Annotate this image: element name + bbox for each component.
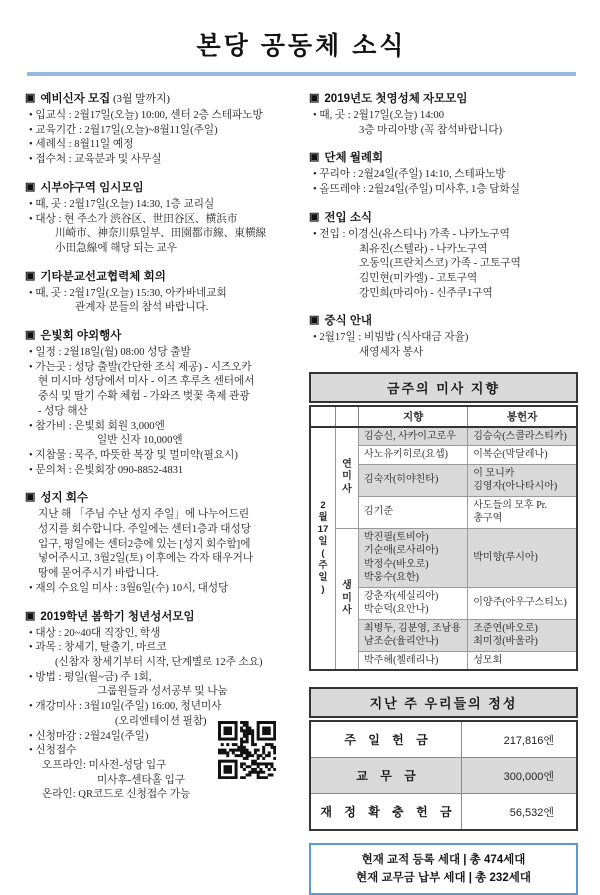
section-marker-icon: ▣	[25, 180, 36, 193]
section-title-text: 은빛회 야외행사	[40, 330, 122, 343]
section-title	[25, 327, 297, 343]
text-line: • 방법 : 평일(월~금) 주 1회,	[25, 671, 297, 686]
text-line: • 대상 : 20~40대 직장인, 학생	[25, 627, 297, 642]
offerings-table	[309, 720, 578, 831]
section-marker-icon: ▣	[309, 151, 320, 164]
section-marker-icon: ▣	[25, 329, 36, 342]
section-group-monthly-meeting	[309, 149, 578, 197]
text-line: 입구, 평일에는 센터2층에 있는 [성지 회수함]에	[38, 538, 251, 550]
section-title-text: 시부야구역 임시모임	[40, 181, 144, 194]
text-line: 그룹원들과 성서공부 및 나눔	[97, 686, 228, 698]
mass-row	[310, 528, 577, 587]
page-title: 본당 공동체 소식	[196, 32, 407, 60]
section-marker-icon: ▣	[25, 609, 36, 622]
text-line: • 교육기간 : 2월17일(오늘)~8월11일(주일)	[25, 124, 297, 139]
text-line: • 대상 : 현 주소가 渋谷区、世田谷区、横浜市	[25, 213, 297, 228]
section-title-text: 기타분교선교협력체 회의	[40, 270, 166, 283]
text-line: • 꾸리아 : 2월24일(주일) 14:10, 스테파노방	[309, 168, 578, 183]
section-title	[309, 209, 578, 225]
text-line: • 재의 수요일 미사 : 3월6일(수) 10시, 대성당	[25, 582, 297, 597]
section-shibuya-district-meeting	[25, 179, 297, 257]
mass-offerer-cell: 이복순(막달레나)	[468, 446, 577, 465]
section-marker-icon: ▣	[25, 92, 36, 104]
mass-group-cell: 생 미 사	[336, 528, 359, 670]
mass-offerer-cell: 김승숙(스콜라스티카)	[468, 427, 577, 446]
text-line: • 때, 곳 : 2월17일(오늘) 14:30, 1층 교리실	[25, 198, 297, 213]
section-title-text: 2019학년 봄학기 청년성서모임	[40, 610, 195, 623]
section-title-suffix: (3월 말까지)	[110, 93, 170, 105]
section-title-text: 예비신자 모집	[40, 93, 111, 105]
offering-label: 주 일 헌 금	[310, 721, 462, 758]
text-line: (신참자 창세기부터 시작, 단계별로 12주 소요)	[55, 656, 263, 668]
text-line: 현 미시마 성당에서 미사 - 이즈 후루츠 센터에서	[38, 376, 255, 388]
mass-intention-cell: 박진필(토비아) 기순애(로사리아) 박정수(바오로) 박웅수(요한)	[359, 528, 468, 587]
mass-header-row	[310, 406, 577, 427]
text-line: 중식 및 딸기 수확 체험 - 가와즈 벚꽃 축제 관광	[38, 391, 250, 403]
col-header-offerer: 봉헌자	[468, 406, 577, 427]
header-blank-date	[310, 406, 336, 427]
mass-offerer-cell: 이 모니카 김영자(아나타시아)	[468, 464, 577, 496]
section-title-text: 중식 안내	[324, 315, 373, 328]
offering-amount: 56,532엔	[462, 794, 578, 831]
text-line: • 입교식 : 2월17일(오늘) 10:00, 센터 2층 스테파노방	[25, 109, 297, 124]
section-title	[309, 149, 578, 165]
offering-amount: 300,000엔	[462, 758, 578, 794]
offerings-block	[309, 687, 578, 831]
mass-intention-cell: 김기준	[359, 496, 468, 528]
mass-date-cell: 2 월 17 일 ( 주 일 )	[310, 427, 336, 671]
right-column	[309, 90, 578, 895]
title-divider	[27, 72, 576, 76]
text-line: 오프라인: 미사전-성당 입구	[42, 759, 167, 771]
section-title	[25, 608, 297, 624]
mass-intentions-block	[309, 372, 578, 672]
col-header-intention: 지향	[359, 406, 468, 427]
section-title	[25, 90, 297, 106]
text-line: • 가는곳 : 성당 출발(간단한 조식 제공) - 시즈오카	[25, 361, 297, 376]
text-line: 川崎市、神奈川県일부、田園都市線、東横線	[55, 228, 267, 240]
text-line: 최유진(스텔라) - 나카노구역	[359, 243, 488, 255]
mass-intention-cell: 박주혜(첼레리나)	[359, 651, 468, 670]
mass-intention-cell: 김숙자(히야친타)	[359, 464, 468, 496]
mass-offerer-cell: 조준연(바오로) 최미정(바울라)	[468, 619, 577, 651]
text-line: • 접수처 : 교육분과 및 사무실	[25, 153, 297, 168]
mass-intention-cell: 강춘자(세실리아) 박순덕(요안나)	[359, 587, 468, 619]
text-line: 일반 신자 10,000엔	[97, 435, 183, 447]
text-line: (오리엔테이션 필참)	[115, 715, 207, 727]
text-line: 미사후-센타홀 입구	[97, 774, 186, 786]
right-sections	[309, 90, 578, 361]
qr-code	[218, 721, 276, 779]
mass-offerer-cell: 성모회	[468, 651, 577, 670]
section-title	[25, 268, 297, 284]
household-registered: 현재 교적 등록 세대 | 총 474세대	[361, 854, 526, 867]
text-line: • 참가비 : 은빛회 회원 3,000엔	[25, 420, 297, 435]
section-eunbit-outing	[25, 327, 297, 478]
text-line: - 성당 해산	[38, 405, 88, 417]
mass-intention-cell: 사노유키히로(요셉)	[359, 446, 468, 465]
text-line: 김민현(미카엘) - 고토구역	[359, 272, 478, 284]
text-line: • 과목 : 창세기, 탈출기, 마르코	[25, 641, 297, 656]
text-line: 강민희(마리아) - 신주쿠1구역	[359, 287, 493, 299]
section-marker-icon: ▣	[309, 210, 320, 223]
text-line: 성지를 회수합니다. 주일에는 센터1층과 대성당	[38, 524, 251, 536]
section-first-communion-mothers	[309, 90, 578, 138]
text-line: • 문의처 : 은빛회장 090-8852-4831	[25, 464, 297, 479]
offering-row	[310, 758, 577, 794]
text-line: • 개강미사 : 3월10일(주일) 16:00, 청년미사	[25, 700, 297, 715]
section-title	[25, 179, 297, 195]
mass-intention-cell: 최병두, 김분영, 조남용 남조순(율리안나)	[359, 619, 468, 651]
household-stats-box	[309, 843, 578, 895]
offering-label: 교 무 금	[310, 758, 462, 794]
text-line: • 신청접수	[25, 744, 297, 759]
text-line: 온라인: QR코드로 신청접수 가능	[42, 789, 191, 801]
section-mission-cooperation-meeting	[25, 268, 297, 316]
section-title-text: 단체 월례회	[324, 152, 384, 165]
text-line: 땅에 묻어주시기 바랍니다.	[38, 568, 159, 580]
offering-row	[310, 794, 577, 831]
text-line: • 2월17일 : 비빔밥 (식사대금 자율)	[309, 331, 578, 346]
mass-intention-cell: 김승신, 사카이고로우	[359, 427, 468, 446]
section-title	[309, 312, 578, 328]
offerings-title: 지난 주 우리들의 정성	[309, 687, 578, 718]
text-line: 지난 해 「주님 수난 성지 주일」에 나누어드린	[38, 509, 250, 521]
text-line: • 전입 : 이경신(유스티나) 가족 - 나카노구역	[309, 228, 578, 243]
section-lunch-info	[309, 312, 578, 360]
offering-label: 재 정 확 충 헌 금	[310, 794, 462, 831]
text-line: 小田急線에 해당 되는 교우	[55, 242, 177, 254]
text-line: 새영세자 봉사	[359, 347, 424, 359]
section-marker-icon: ▣	[25, 491, 36, 504]
text-line: • 신청마감 : 2월24일(주일)	[25, 730, 297, 745]
text-line: 3층 마리아방 (꼭 참석바랍니다)	[359, 124, 503, 136]
section-title	[25, 489, 297, 505]
section-palm-collection	[25, 489, 297, 596]
section-catechumen-recruit	[25, 90, 297, 168]
mass-offerer-cell: 사도들의 모후 Pr. 총구역	[468, 496, 577, 528]
offering-row	[310, 721, 577, 758]
section-title-text: 2019년도 첫영성체 자모모임	[324, 93, 468, 105]
offering-amount: 217,816엔	[462, 721, 578, 758]
mass-intentions-table	[309, 405, 578, 672]
section-title	[309, 90, 578, 106]
text-line: 오동익(프란치스코) 가족 - 고토구역	[359, 258, 521, 270]
content-columns	[25, 90, 578, 895]
section-marker-icon: ▣	[309, 314, 320, 327]
mass-group-cell: 연 미 사	[336, 427, 359, 529]
header-blank-group	[336, 406, 359, 427]
section-title-text: 성지 회수	[40, 492, 89, 505]
text-line: • 지참물 : 묵주, 따뜻한 복장 및 멀미약(필요시)	[25, 449, 297, 464]
mass-offerer-cell: 박미향(루시아)	[468, 528, 577, 587]
text-line: • 세례식 : 8월11일 예정	[25, 138, 297, 153]
section-marker-icon: ▣	[309, 92, 320, 104]
text-line: • 올뜨레야 : 2월24일(주일) 미사후, 1층 담화실	[309, 183, 578, 198]
section-title-text: 전입 소식	[324, 211, 373, 224]
text-line: • 일정 : 2월18일(월) 08:00 성당 출발	[25, 346, 297, 361]
text-line: 넣어주시고, 3월2일(토) 이후에는 각자 태우거나	[38, 553, 254, 565]
text-line: 관계자 분들의 참석 바랍니다.	[75, 302, 209, 314]
household-paying: 현재 교무금 납부 세대 | 총 232세대	[356, 872, 531, 885]
mass-intentions-title: 금주의 미사 지향	[309, 372, 578, 403]
section-transfer-news	[309, 209, 578, 302]
mass-offerer-cell: 이양주(아우구스티노)	[468, 587, 577, 619]
text-line: • 때, 곳 : 2월17일(오늘) 14:00	[309, 109, 578, 124]
text-line: • 때, 곳 : 2월17일(오늘) 15:30, 아카바네교회	[25, 287, 297, 302]
section-marker-icon: ▣	[25, 269, 36, 282]
mass-row	[310, 427, 577, 446]
